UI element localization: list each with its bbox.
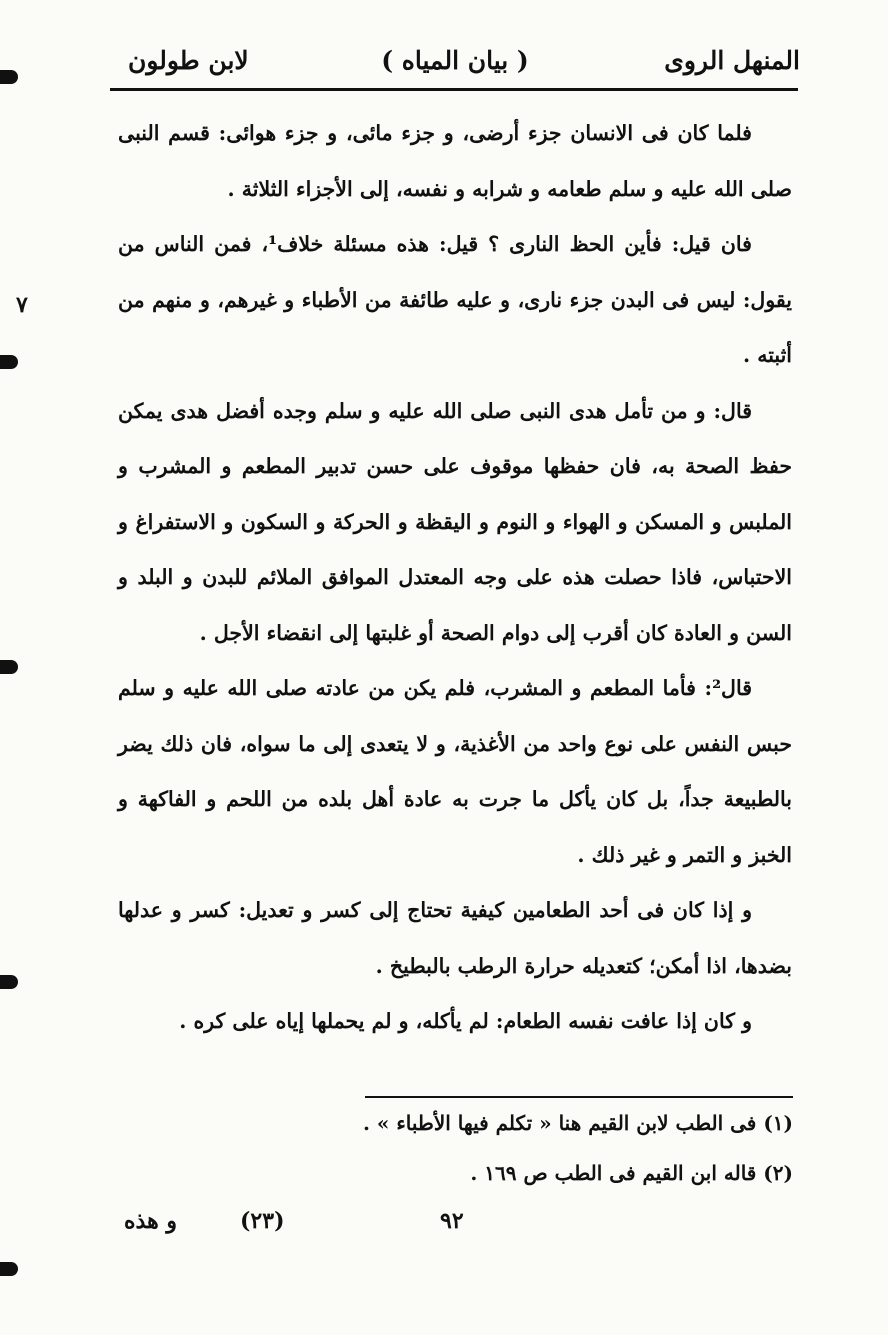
page-header xyxy=(110,40,800,90)
footnote: (٢) قاله ابن القيم فى الطب ص ١٦٩ . xyxy=(470,1161,793,1185)
binding-mark xyxy=(0,70,18,84)
footnote: (١) فى الطب لابن القيم هنا « تكلم فيها الأطباء » . xyxy=(362,1111,793,1135)
header-rule xyxy=(110,88,798,91)
binding-mark xyxy=(0,1262,18,1276)
main-text xyxy=(118,106,792,1050)
volume-number: (٢٣) xyxy=(240,1208,285,1234)
page-number: ٩٢ xyxy=(440,1208,464,1234)
paragraph: قال: و من تأمل هدى النبى صلى الله عليه و سلم وجده أفضل هدى يمكن حفظ الصحة به، فان حفظها موقوف على حسن تدبير المطعم و المشرب و الملبس و المسكن و الهواء و النوم و اليقظة و الحركة و السكون و الاستفراغ و الاحتباس، فاذا حصلت هذه على وجه المعتدل الموافق الملائم للبدن و البلد و السن و العادة كان أقرب إلى دوام الصحة أو غلبتها إلى انقضاء الأجل . xyxy=(118,398,792,645)
footnotes xyxy=(133,1098,793,1198)
author-name: لابن طولون xyxy=(128,46,249,75)
section-title: ( بيان المياه ) xyxy=(381,46,529,75)
page-footer xyxy=(110,1208,800,1248)
binding-mark xyxy=(0,975,18,989)
binding-mark xyxy=(0,355,18,369)
paragraph: قال²: فأما المطعم و المشرب، فلم يكن من عادته صلى الله عليه و سلم حبس النفس على نوع واحد من الأغذية، و لا يتعدى إلى ما سواه، فان ذلك يضر بالطبيعة جداً، بل كان يأكل ما جرت به عادة أهل بلده من اللحم و الفاكهة و الخبز و التمر و غير ذلك . xyxy=(118,676,792,867)
book-title: المنهل الروى xyxy=(664,46,800,75)
paragraph: و إذا كان فى أحد الطعامين كيفية تحتاج إلى كسر و تعديل: كسر و عدلها بضدها، اذا أمكن؛ كتعديله حرارة الرطب بالبطيخ . xyxy=(118,898,792,978)
paragraph: فان قيل: فأين الحظ النارى ؟ قيل: هذه مسئلة خلاف¹، فمن الناس من يقول: ليس فى البدن جزء نارى، و عليه طائفة من الأطباء و غيرهم، و منهم من أثبته . xyxy=(118,232,792,367)
margin-number: ٧ xyxy=(16,292,28,318)
catchword: و هذه xyxy=(124,1208,177,1234)
paragraph: و كان إذا عافت نفسه الطعام: لم يأكله، و لم يحملها إياه على كره . xyxy=(179,1009,752,1033)
binding-mark xyxy=(0,660,18,674)
paragraph: فلما كان فى الانسان جزء أرضى، و جزء مائى، و جزء هوائى: قسم النبى صلى الله عليه و سلم طعامه و شرابه و نفسه، إلى الأجزاء الثلاثة . xyxy=(118,121,792,201)
